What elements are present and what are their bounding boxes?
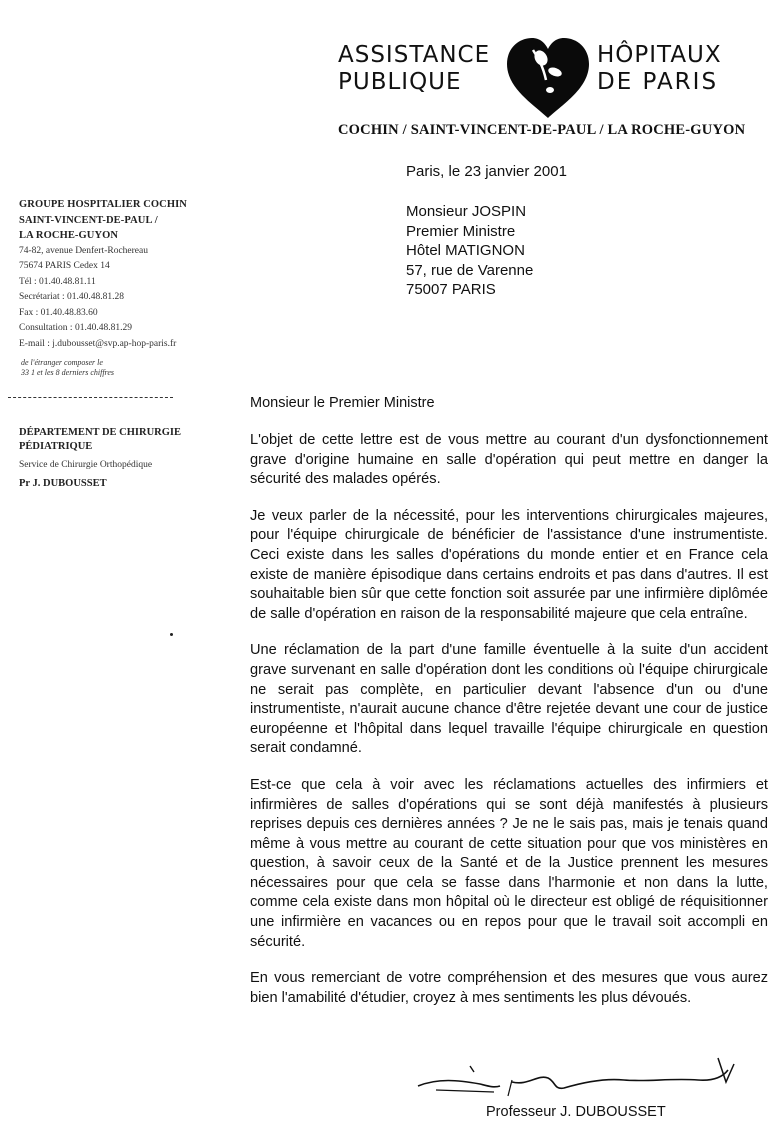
department-professor: Pr J. DUBOUSSET bbox=[19, 478, 107, 489]
paragraph-3: Une réclamation de la part d'une famille éventuelle à la suite d'un accident grave survenant en salle d'opération dont les conditions où l'équipe chirurgicale ne serait pas complète, en particulier devant l'absence d'un ou d'une instrumentiste, n'aurait aucune chance d'être rejetée devant une cour de justice européenne et l'hôpital dans lequel travaille l'équipe chirurgicale en question serait condamné. bbox=[250, 642, 768, 757]
group-name-line3: LA ROCHE-GUYON bbox=[19, 230, 119, 241]
logo-text-right bbox=[597, 42, 767, 96]
recipient-city: 75007 PARIS bbox=[406, 281, 496, 298]
recipient-title: Premier Ministre bbox=[406, 222, 516, 240]
international-dial-note bbox=[21, 358, 229, 378]
hospital-group-title: COCHIN / SAINT-VINCENT-DE-PAUL / LA ROCHE-GUYON bbox=[338, 122, 746, 138]
sender-fax: Fax : 01.40.48.83.60 bbox=[19, 307, 98, 318]
note-line1: de l'étranger composer le bbox=[21, 358, 103, 367]
divider bbox=[8, 397, 173, 398]
logo-right-line2: DE PARIS bbox=[597, 69, 719, 95]
logo-text-left bbox=[338, 42, 500, 96]
sender-consultation: Consultation : 01.40.48.81.29 bbox=[19, 323, 132, 333]
department-block bbox=[19, 426, 229, 491]
letter-body bbox=[250, 431, 768, 1025]
sender-email: E-mail : j.dubousset@svp.ap-hop-paris.fr bbox=[19, 338, 177, 349]
sender-secretariat: Secrétariat : 01.40.48.81.28 bbox=[19, 292, 125, 302]
logo-left-line2: PUBLIQUE bbox=[338, 69, 462, 95]
handwritten-signature bbox=[408, 1052, 748, 1100]
department-service: Service de Chirurgie Orthopédique bbox=[19, 460, 153, 470]
sender-block bbox=[19, 197, 229, 378]
sender-address-line1: 74-82, avenue Denfert-Rochereau bbox=[19, 245, 148, 256]
logo-left-line1: ASSISTANCE bbox=[338, 42, 491, 68]
paragraph-5: En vous remerciant de votre compréhension et des mesures que vous aurez bien l'amabilité d'étudier, croyez à mes sentiments les plus dévoués. bbox=[250, 970, 768, 1006]
paragraph-4: Est-ce que cela à voir avec les réclamations actuelles des infirmiers et infirmières de salles d'opérations qui se sont déjà manifestés à plusieurs reprises depuis ces dernières années ? Je ne le sais pas, mais je tenais quand même à vous mettre au courant de cette situation pour que vos ministères en question, à savoir ceux de la Santé et de la Justice prennent les mesures nécessaires pour que cela se fasse dans l'harmonie et non dans la lutte, comme cela existe dans mon hôpital où le directeur est obligé de réquisitionner une infirmière en vacances ou en repos pour que le travail soit accompli en sécurité. bbox=[250, 776, 768, 950]
logo-right-line1: HÔPITAUX bbox=[597, 42, 722, 68]
paragraph-2: Je veux parler de la nécessité, pour les interventions chirurgicales majeures, pour l'équipe chirurgicale de bénéficier de l'assistance d'une instrumentiste. Ceci existe dans les salles d'opérations du monde entier et en France cela existe de manière épisodique dans certains endroits et pas dans d'autres. Il est souhaitable bien sûr que cette fonction soit assurée par une infirmière diplômée de salle d'opération en raison de la responsabilité majeure que cela entraîne. bbox=[250, 507, 768, 622]
recipient-name: Monsieur JOSPIN bbox=[406, 203, 527, 220]
speck-mark bbox=[170, 633, 173, 636]
department-line1: DÉPARTEMENT DE CHIRURGIE bbox=[19, 427, 182, 438]
group-name-line2: SAINT-VINCENT-DE-PAUL / bbox=[19, 214, 158, 226]
heart-logo-icon bbox=[503, 36, 593, 120]
recipient-street: 57, rue de Varenne bbox=[406, 261, 534, 279]
dateline: Paris, le 23 janvier 2001 bbox=[406, 163, 567, 180]
recipient-address bbox=[406, 202, 533, 300]
group-name-line1: GROUPE HOSPITALIER COCHIN bbox=[19, 199, 187, 210]
paragraph-1: L'objet de cette lettre est de vous mettre au courant d'un dysfonctionnement grave d'origine humaine en salle d'opération qui peut mettre en danger la sécurité des malades opérés. bbox=[250, 432, 768, 488]
sender-tel: Tél : 01.40.48.81.11 bbox=[19, 276, 96, 287]
sender-address-line2: 75674 PARIS Cedex 14 bbox=[19, 261, 110, 271]
signer-name: Professeur J. DUBOUSSET bbox=[486, 1104, 666, 1120]
note-line2: 33 1 et les 8 derniers chiffres bbox=[21, 368, 115, 377]
recipient-building: Hôtel MATIGNON bbox=[406, 242, 525, 259]
salutation: Monsieur le Premier Ministre bbox=[250, 395, 435, 411]
department-line2: PÉDIATRIQUE bbox=[19, 441, 93, 452]
